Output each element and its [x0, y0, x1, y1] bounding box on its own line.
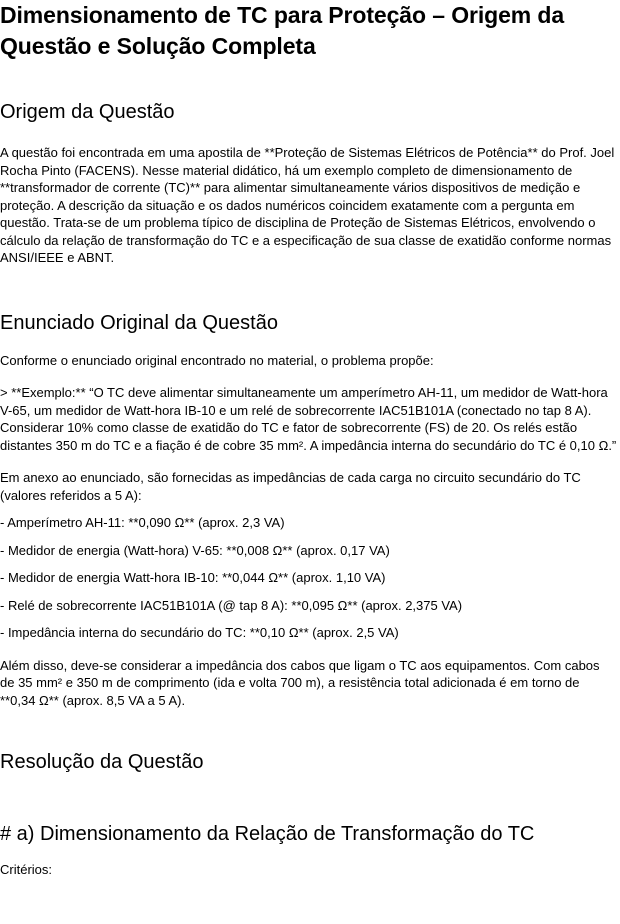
section-heading-origin: Origem da Questão [0, 101, 175, 123]
section-heading-statement: Enunciado Original da Questão [0, 311, 278, 334]
statement-quote: > **Exemplo:** “O TC deve alimentar simultaneamente um amperímetro AH-11, um medidor de Watt-hora V-65, um medidor de Watt-hora IB-10 e um relé de sobrecorrente IAC51B101A (conectado no tap 8 A). Considerar 10% como classe de exatidão do TC e fator de sobrecorrente (FS) de 20. Os relés estão distantes 350 m do TC e a fiação é de cobre 35 mm². A impedância interna do secundário do TC é 0,10 Ω.” [0, 385, 617, 453]
criteria-label: Critérios: [0, 862, 53, 877]
origin-paragraph: A questão foi encontrada em uma apostila de **Proteção de Sistemas Elétricos de Potência** do Prof. Joel Rocha Pinto (FACENS). Nesse material didático, há um exemplo completo de dimensionamento de **transformador de corrente (TC)** para alimentar simultaneamente vários dispositivos de medição e proteção. A descrição da situação e os dados numéricos coincidem exatamente com a pergunta em questão. Trata-se de um problema típico de disciplina de Proteção de Sistemas Elétricos, envolvendo o cálculo da relação de transformação do TC e a especificação de sua classe de exatidão conforme normas ANSI/IEEE e ABNT. [0, 145, 615, 265]
list-item: - Medidor de energia Watt-hora IB-10: **0,044 Ω** (aprox. 1,10 VA) [0, 570, 386, 585]
section-heading-resolution: Resolução da Questão [0, 751, 204, 773]
list-item: - Relé de sobrecorrente IAC51B101A (@ tap 8 A): **0,095 Ω** (aprox. 2,375 VA) [0, 597, 463, 613]
list-item: - Medidor de energia (Watt-hora) V-65: **0,008 Ω** (aprox. 0,17 VA) [0, 542, 390, 558]
section-heading-a: # a) Dimensionamento da Relação de Transformação do TC [0, 823, 535, 845]
annex-paragraph: Em anexo ao enunciado, são fornecidas as impedâncias de cada carga no circuito secundário do TC (valores referidos a 5 A): [0, 470, 581, 503]
cables-paragraph: Além disso, deve-se considerar a impedância dos cabos que ligam o TC aos equipamentos. Com cabos de 35 mm² e 350 m de comprimento (ida e volta 700 m), a resistência total adicionada é em torno de **0,34 Ω** (aprox. 8,5 VA a 5 A). [0, 657, 600, 708]
list-item: - Impedância interna do secundário do TC: **0,10 Ω** (aprox. 2,5 VA) [0, 625, 399, 640]
statement-intro: Conforme o enunciado original encontrado no material, o problema propõe: [0, 352, 434, 368]
list-item: - Amperímetro AH-11: **0,090 Ω** (aprox. 2,3 VA) [0, 515, 285, 530]
page-title: Dimensionamento de TC para Proteção – Origem da Questão e Solução Completa [0, 2, 565, 59]
